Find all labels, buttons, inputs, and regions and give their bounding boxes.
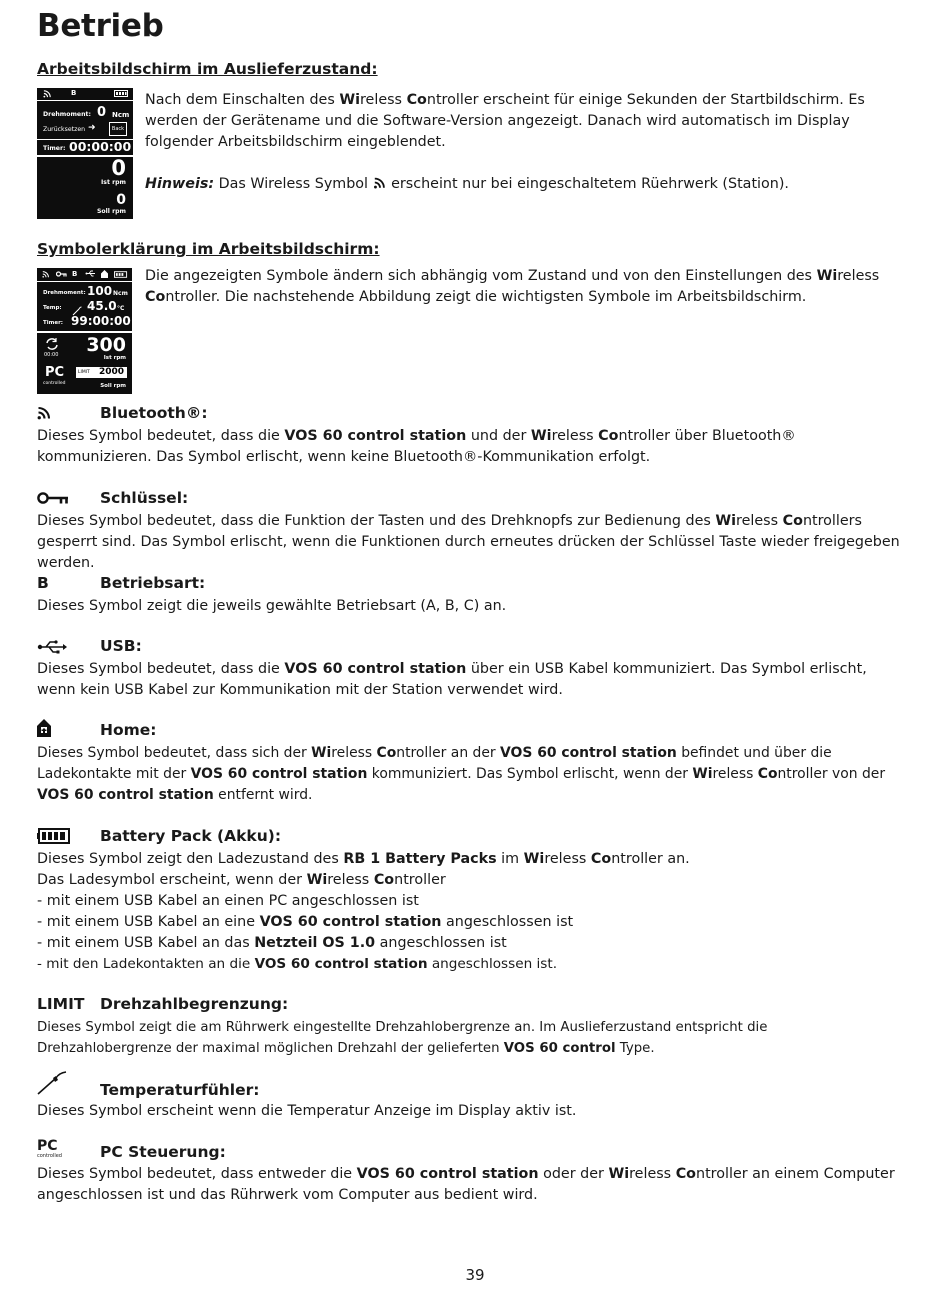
mode-indicator: B bbox=[71, 89, 77, 97]
timer-label: Timer: bbox=[43, 320, 64, 326]
target-rpm-label: Soll rpm bbox=[100, 383, 126, 389]
torque-value: 100 bbox=[87, 284, 113, 298]
battery-icon bbox=[114, 271, 128, 280]
symbol-description: Dieses Symbol zeigt die jeweils gewählte Betriebsart (A, B, C) an. bbox=[37, 598, 507, 614]
torque-unit: Ncm bbox=[113, 290, 128, 297]
list-item: - mit einem USB Kabel an eine VOS 60 control station angeschlossen ist bbox=[37, 914, 574, 930]
page-number: 39 bbox=[465, 1266, 485, 1284]
symbol-title: Schlüssel: bbox=[100, 489, 189, 507]
timer-value: 00:00:00 bbox=[69, 139, 132, 154]
symbol-title: Drehzahlbegrenzung: bbox=[100, 995, 289, 1013]
home-icon bbox=[101, 270, 108, 280]
temp-unit: °C bbox=[117, 305, 125, 312]
temperature-probe-icon bbox=[37, 1075, 93, 1097]
wireless-icon bbox=[373, 176, 387, 192]
reset-label: Zurücksetzen bbox=[43, 126, 86, 133]
section-heading-symbols: Symbolerklärung im Arbeitsbildschirm: bbox=[37, 240, 380, 258]
torque-label: Drehmoment: bbox=[43, 111, 91, 118]
battery-icon bbox=[37, 827, 93, 849]
home-icon bbox=[37, 721, 93, 743]
default-screen-image bbox=[37, 88, 133, 219]
list-item: - mit einem USB Kabel an einen PC angeschlossen ist bbox=[37, 893, 419, 909]
actual-rpm-label: Ist rpm bbox=[100, 179, 126, 186]
wireless-icon bbox=[43, 89, 52, 100]
symbol-description: Dieses Symbol bedeutet, dass die VOS 60 control station und der Wireless Controller über Bluetooth® kommunizieren. Das Symbol erlischt, wenn keine Bluetooth®-Kommunikation erfolgt. bbox=[37, 428, 796, 465]
section-heading-default-screen: Arbeitsbildschirm im Auslieferzustand: bbox=[37, 60, 378, 78]
symbol-title: PC Steuerung: bbox=[100, 1143, 226, 1161]
actual-rpm-value: 300 bbox=[86, 334, 126, 356]
symbol-title: Home: bbox=[100, 721, 157, 739]
temp-label: Temp: bbox=[43, 305, 62, 311]
target-rpm-value: 0 bbox=[116, 192, 126, 208]
usb-icon bbox=[85, 270, 96, 279]
pc-controlled-icon: PC controlled bbox=[37, 1138, 62, 1159]
timer-label: Timer: bbox=[43, 145, 66, 152]
symbol-description: Dieses Symbol bedeutet, dass entweder die VOS 60 control station oder der Wireless Controller an einem Computer angeschlossen ist und das Rührwerk vom Computer aus bedient wird. bbox=[37, 1166, 895, 1203]
pc-controlled-sublabel: controlled bbox=[43, 381, 66, 386]
symbol-title: Betriebsart: bbox=[100, 574, 206, 592]
symbol-description: Dieses Symbol zeigt den Ladezustand des RB 1 Battery Packs im Wireless Controller an. Das Ladesymbol erscheint, wenn der Wireless Controller - mit einem USB Kabel an einen PC angeschlossen ist - mit einem USB Kabel an eine VOS 60 control station angeschlossen ist - mit einem USB Kabel an das Netzteil OS 1.0 angeschlossen ist - mit den Ladekontakten an die VOS 60 control station angeschlossen ist. bbox=[37, 849, 905, 975]
target-rpm-label: Soll rpm bbox=[96, 208, 126, 215]
intro-paragraph: Nach dem Einschalten des Wireless Controller erscheint für einige Sekunden der Startbildschirm. Es werden der Gerätename und die Software-Version angezeigt. Danach wird automatisch im Display folgender Arbeitsbildschirm eingeblendet. bbox=[145, 92, 865, 150]
symbol-title: USB: bbox=[100, 637, 142, 655]
back-button[interactable]: Back bbox=[109, 122, 127, 136]
torque-label: Drehmoment: bbox=[43, 290, 86, 296]
symbol-title: Temperaturfühler: bbox=[100, 1081, 260, 1099]
actual-rpm-label: Ist rpm bbox=[103, 355, 126, 361]
symbol-description: Dieses Symbol bedeutet, dass sich der Wireless Controller an der VOS 60 control station befindet und über die Ladekontakte mit der VOS 60 control station kommuniziert. Das Symbol erlischt, wenn der Wireless Controller von der VOS 60 control station entfernt wird. bbox=[37, 745, 886, 803]
temp-value: 45.0 bbox=[87, 299, 117, 313]
actual-rpm-value: 0 bbox=[111, 156, 126, 180]
key-icon bbox=[56, 271, 67, 279]
symbol-description: Dieses Symbol erscheint wenn die Temperatur Anzeige im Display aktiv ist. bbox=[37, 1103, 577, 1119]
pc-controlled-indicator: PC bbox=[45, 365, 65, 380]
symbol-description: Dieses Symbol bedeutet, dass die VOS 60 control station über ein USB Kabel kommuniziert. Das Symbol erlischt, wenn kein USB Kabel zur Kommunikation mit der Station verwendet wird. bbox=[37, 661, 867, 698]
arrow-right-icon: ➜ bbox=[88, 123, 96, 133]
symbol-screen-image bbox=[37, 268, 132, 394]
torque-value: 0 bbox=[97, 105, 107, 120]
key-icon bbox=[37, 489, 93, 511]
symbol-description: Dieses Symbol bedeutet, dass die Funktion der Tasten und des Drehknopfs zur Bedienung des Wireless Controllers gesperrt sind. Das Symbol erlischt, wenn die Funktionen durch erneutes drücken der Schlüssel Taste wieder freigegeben werden. bbox=[37, 513, 900, 571]
list-item: - mit einem USB Kabel an das Netzteil OS 1.0 angeschlossen ist bbox=[37, 935, 507, 951]
runtime-value: 00:00 bbox=[44, 352, 59, 358]
limit-icon: LIMIT bbox=[37, 995, 85, 1013]
symbol-title: Battery Pack (Akku): bbox=[100, 827, 282, 845]
mode-indicator: B bbox=[72, 270, 78, 278]
symbols-intro-paragraph: Die angezeigten Symbole ändern sich abhängig vom Zustand und von den Einstellungen des Wireless Controller. Die nachstehende Abbildung zeigt die wichtigsten Symbole im Arbeitsbildschirm. bbox=[145, 268, 880, 305]
wireless-icon bbox=[37, 404, 93, 426]
wireless-icon bbox=[42, 270, 50, 280]
timer-value: 99:00:00 bbox=[71, 314, 131, 328]
symbol-description: Dieses Symbol zeigt die am Rührwerk eingestellte Drehzahlobergrenze an. Im Auslieferzustand entspricht die Drehzahlobergrenze der maximal möglichen Drehzahl der gelieferten VOS 60 control Type. bbox=[37, 1020, 768, 1056]
mode-b-icon: B bbox=[37, 574, 49, 592]
list-item: - mit den Ladekontakten an die VOS 60 control station angeschlossen ist. bbox=[37, 956, 558, 972]
battery-icon bbox=[114, 90, 129, 99]
torque-unit: Ncm bbox=[112, 111, 130, 119]
limit-badge: LIMIT 2000 bbox=[76, 367, 127, 378]
usb-icon bbox=[37, 637, 93, 659]
hint-paragraph: Hinweis: Das Wireless Symbol erscheint nur bei eingeschaltetem Rüehrwerk (Station). bbox=[145, 176, 789, 192]
symbol-title: Bluetooth®: bbox=[100, 404, 208, 422]
page-title: Betrieb bbox=[37, 8, 164, 44]
